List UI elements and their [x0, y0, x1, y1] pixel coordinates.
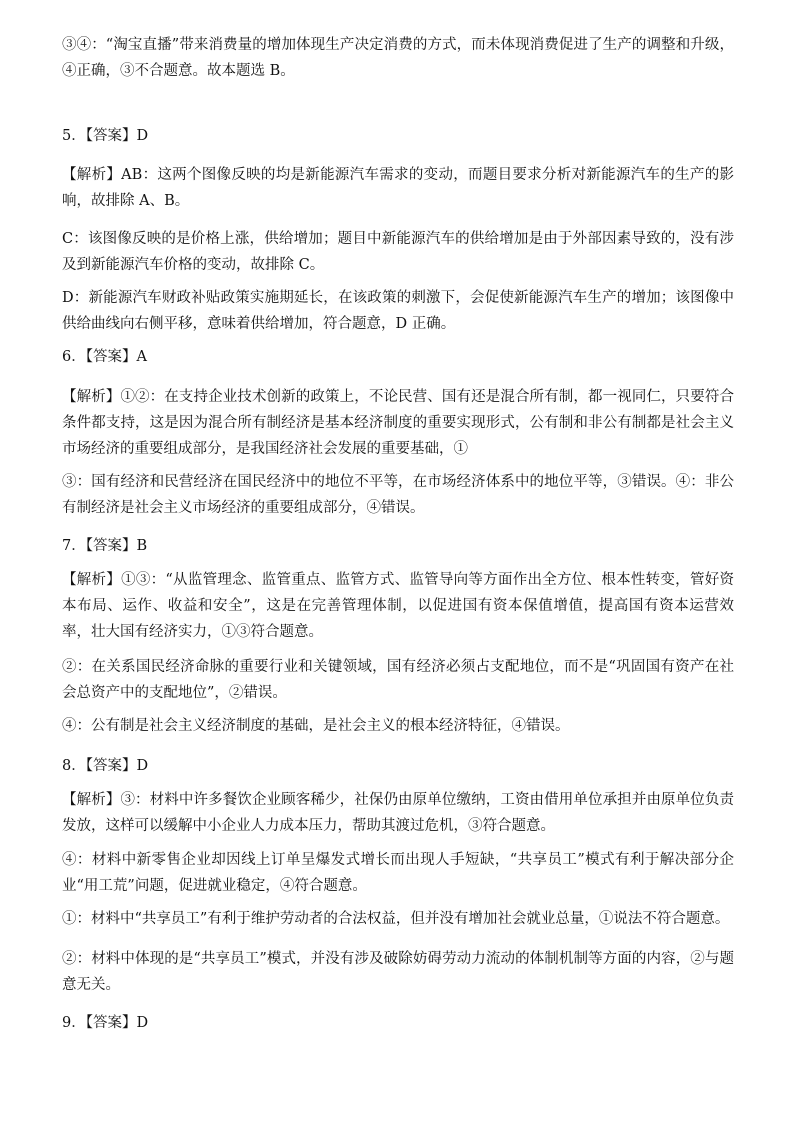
answer-7: 7．【答案】B — [62, 538, 148, 554]
answer-5: 5．【答案】D — [62, 128, 149, 144]
answer-6: 6．【答案】A — [62, 349, 147, 365]
paragraph-item4-conclusion: ③④：“淘宝直播”带来消费量的增加体现生产决定消费的方式，而未体现消费促进了生产的调整和升级，④正确，③不合题意。故本题选 B。 — [62, 37, 734, 79]
analysis-7-4: ④：公有制是社会主义经济制度的基础，是社会主义的根本经济特征，④错误。 — [62, 718, 570, 734]
analysis-5-c: C：该图像反映的是价格上涨，供给增加；题目中新能源汽车的供给增加是由于外部因素导致的，没有涉及到新能源汽车价格的变动，故排除 C。 — [62, 231, 734, 273]
analysis-8-1: ①：材料中“共享员工”有利于维护劳动者的合法权益，但并没有增加社会就业总量，①说法不符合题意。 — [62, 911, 730, 927]
analysis-8-2: ②：材料中体现的是“共享员工”模式，并没有涉及破除妨碍劳动力流动的体制机制等方面的内容，②与题意无关。 — [62, 951, 734, 993]
answer-8: 8．【答案】D — [62, 758, 149, 774]
analysis-6-34: ③：国有经济和民营经济在国民经济中的地位不平等，在市场经济体系中的地位平等，③错误。④：非公有制经济是社会主义市场经济的重要组成部分，④错误。 — [62, 474, 734, 516]
analysis-6-12: 【解析】①②：在支持企业技术创新的政策上，不论民营、国有还是混合所有制，都一视同仁，只要符合条件都支持，这是因为混合所有制经济是基本经济制度的重要实现形式，公有制和非公有制都是社会主义市场经济的重要组成部分，是我国经济社会发展的重要基础，① — [62, 389, 734, 457]
analysis-7-13: 【解析】①③：“从监管理念、监管重点、监管方式、监管导向等方面作出全方位、根本性转变，管好资本布局、运作、收益和安全”，这是在完善管理体制，以促进国有资本保值增值，提高国有资本运营效率，壮大国有经济实力，①③符合题意。 — [62, 572, 734, 640]
analysis-5-ab: 【解析】AB：这两个图像反映的均是新能源汽车需求的变动，而题目要求分析对新能源汽车的生产的影响，故排除 A、B。 — [62, 167, 734, 209]
analysis-7-2: ②：在关系国民经济命脉的重要行业和关键领域，国有经济必须占支配地位，而不是“巩固国有资产在社会总资产中的支配地位”，②错误。 — [62, 659, 734, 701]
analysis-5-d: D：新能源汽车财政补贴政策实施期延长，在该政策的刺激下，会促使新能源汽车生产的增加；该图像中供给曲线向右侧平移，意味着供给增加，符合题意，D 正确。 — [62, 290, 734, 332]
analysis-8-3: 【解析】③：材料中许多餐饮企业顾客稀少，社保仍由原单位缴纳，工资由借用单位承担并由原单位负责发放，这样可以缓解中小企业人力成本压力，帮助其渡过危机，③符合题意。 — [62, 792, 734, 834]
answer-9: 9．【答案】D — [62, 1015, 149, 1031]
analysis-8-4: ④：材料中新零售企业却因线上订单呈爆发式增长而出现人手短缺，“共享员工”模式有利于解决部分企业“用工荒”问题，促进就业稳定，④符合题意。 — [62, 852, 734, 894]
